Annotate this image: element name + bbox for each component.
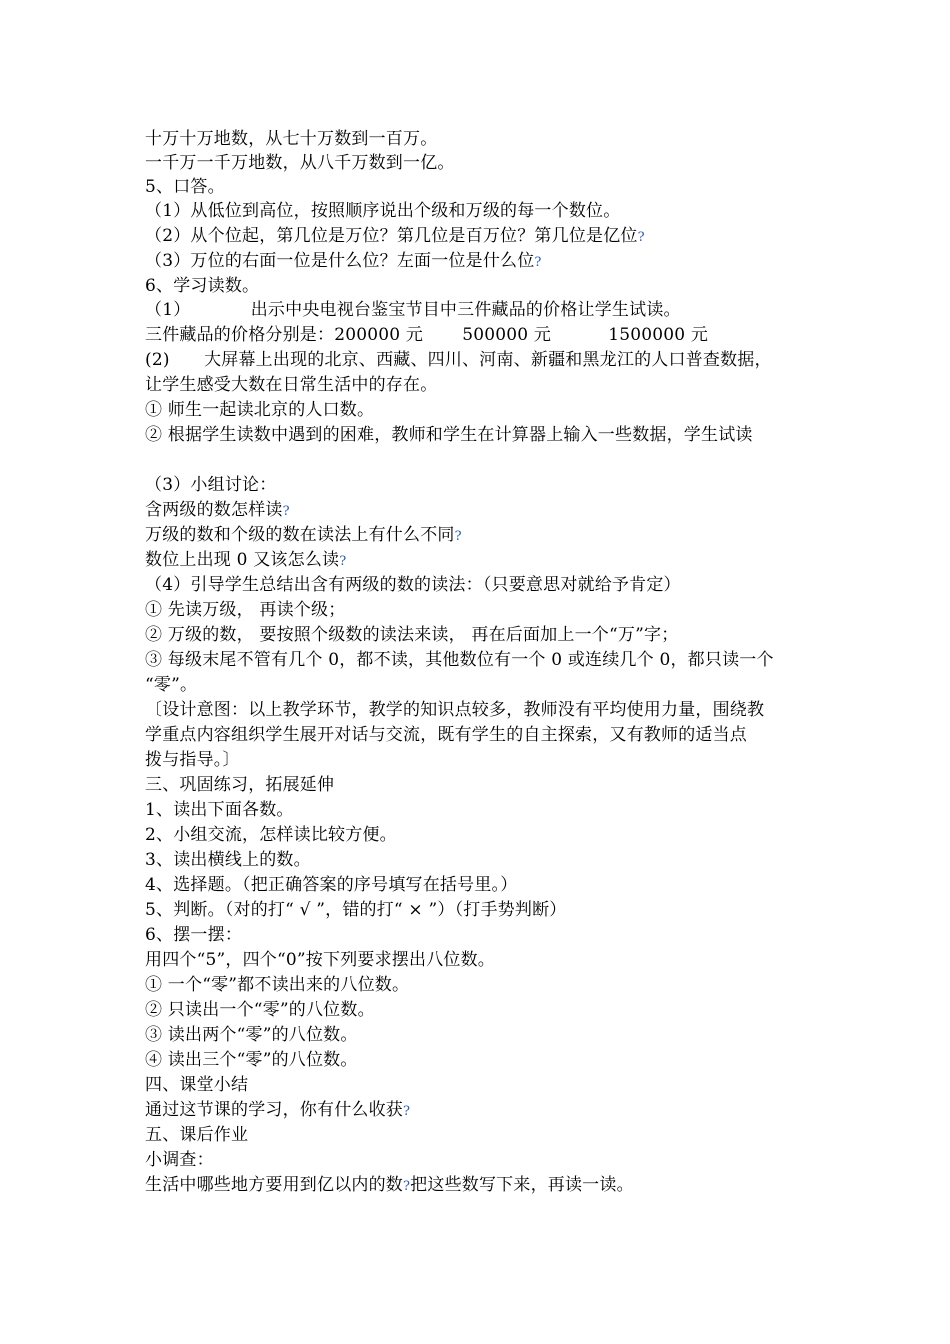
- text-line: ④ 读出三个“零”的八位数。: [145, 1050, 358, 1070]
- section-heading: 五、课后作业: [145, 1125, 249, 1145]
- price-label: 三件藏品的价格分别是：: [145, 325, 335, 345]
- section-heading: 四、课堂小结: [145, 1075, 249, 1095]
- section-heading: 三、巩固练习，拓展延伸: [145, 775, 335, 795]
- text-line: “零”。: [145, 675, 198, 695]
- question-mark: ?: [403, 1179, 411, 1194]
- text-line: 含两级的数怎样读?: [145, 500, 290, 520]
- text-line: 〔设计意图：以上教学环节，教学的知识点较多，教师没有平均使用力量，围绕教: [145, 700, 765, 720]
- text-line: (2) 大屏幕上出现的北京、西藏、四川、河南、新疆和黑龙江的人口普查数据，: [145, 350, 772, 370]
- text-line: ③ 每级末尾不管有几个 0，都不读，其他数位有一个 0 或连续几个 0，都只读一个: [145, 650, 774, 670]
- text-line: 2、小组交流，怎样读比较方便。: [145, 825, 397, 845]
- text-line: （1） 出示中央电视台鉴宝节目中三件藏品的价格让学生试读。: [145, 300, 681, 320]
- question-mark: ?: [454, 529, 462, 544]
- price-value: 500000 元: [462, 325, 552, 345]
- text-line: 4、选择题。（把正确答案的序号填写在括号里。）: [145, 875, 518, 895]
- question-mark: ?: [637, 230, 645, 245]
- text-line: ① 师生一起读北京的人口数。: [145, 400, 375, 420]
- text-line: 学重点内容组织学生展开对话与交流，既有学生的自主探索，又有教师的适当点: [145, 725, 747, 745]
- text-line: ③ 读出两个“零”的八位数。: [145, 1025, 358, 1045]
- text-line: （4）引导学生总结出含有两级的数的读法：（只要意思对就给予肯定）: [145, 575, 681, 595]
- text-line: 十万十万地数，从七十万数到一百万。: [145, 129, 438, 149]
- text-line: ① 一个“零”都不读出来的八位数。: [145, 975, 410, 995]
- price-line: [145, 323, 708, 347]
- text-line: 6、学习读数。: [145, 276, 260, 296]
- text-line: ② 根据学生读数中遇到的困难，教师和学生在计算器上输入一些数据，学生试读: [145, 425, 753, 445]
- text-line: （2）从个位起，第几位是万位？第几位是百万位？第几位是亿位?: [145, 226, 645, 246]
- text-line: （3）小组讨论：: [145, 475, 277, 495]
- text-line: 5、口答。: [145, 177, 225, 197]
- question-mark: ?: [534, 255, 542, 270]
- text-line: 用四个“5”，四个“0”按下列要求摆出八位数。: [145, 950, 495, 970]
- price-value: 200000 元: [334, 325, 424, 345]
- question-mark: ?: [339, 554, 347, 569]
- text-line: 拨与指导。〕: [145, 750, 240, 770]
- text-line: ① 先读万级， 再读个级；: [145, 600, 346, 620]
- text-line: 通过这节课的学习，你有什么收获?: [145, 1100, 411, 1120]
- question-mark: ?: [403, 1104, 411, 1119]
- text-line: （1）从低位到高位，按照顺序说出个级和万级的每一个数位。: [145, 201, 621, 221]
- text-line: 让学生感受大数在日常生活中的存在。: [145, 375, 438, 395]
- text-line: 小调查：: [145, 1150, 214, 1170]
- text-line: ② 只读出一个“零”的八位数。: [145, 1000, 375, 1020]
- text-line: 数位上出现 0 又该怎么读?: [145, 550, 347, 570]
- question-mark: ?: [282, 504, 290, 519]
- price-value: 1500000 元: [608, 325, 709, 345]
- text-line: ② 万级的数， 要按照个级数的读法来读， 再在后面加上一个“万”字；: [145, 625, 679, 645]
- text-line: 6、摆一摆：: [145, 925, 243, 945]
- text-line: 5、判断。（对的打“ √ ”，错的打“ × ”）（打手势判断）: [145, 900, 567, 920]
- text-line: 一千万一千万地数，从八千万数到一亿。: [145, 153, 455, 173]
- text-line: 3、读出横线上的数。: [145, 850, 311, 870]
- text-line: 万级的数和个级的数在读法上有什么不同?: [145, 525, 462, 545]
- text-line: 生活中哪些地方要用到亿以内的数?把这些数写下来，再读一读。: [145, 1175, 634, 1195]
- text-line: 1、读出下面各数。: [145, 800, 294, 820]
- text-line: （3）万位的右面一位是什么位？左面一位是什么位?: [145, 251, 542, 271]
